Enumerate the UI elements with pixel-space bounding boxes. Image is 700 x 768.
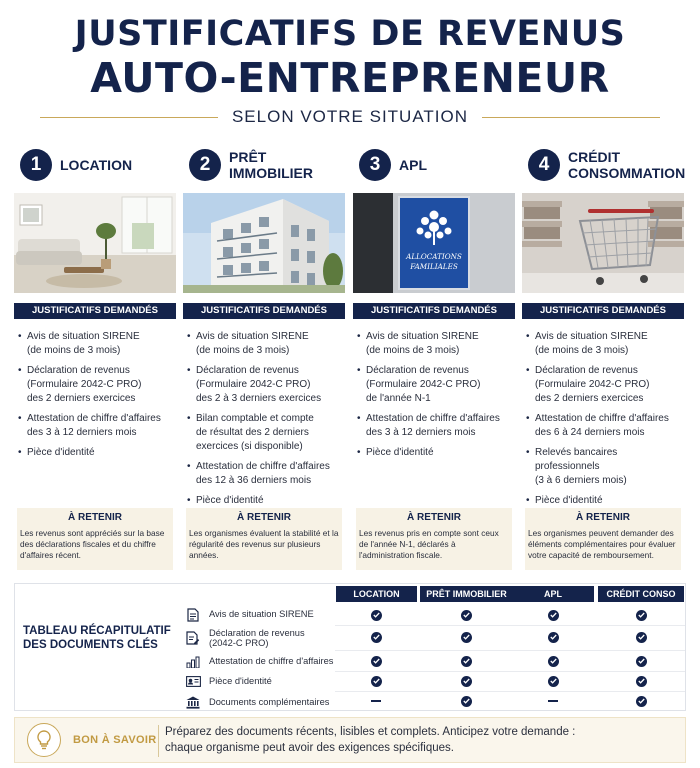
requirements-list: [18, 330, 172, 466]
check-icon: [547, 631, 559, 643]
tip-title: BON À SAVOIR: [73, 734, 157, 746]
list-item: • Bilan comptable et compte de résultat des 2 derniers exercices (si disponible): [187, 412, 341, 454]
living-room-photo: [14, 193, 176, 293]
row-divider: [335, 691, 685, 692]
sign-text-line2: FAMILIALES: [410, 262, 458, 271]
list-item: • Attestation de chiffre d'affaires des 3 à 12 derniers mois: [357, 412, 511, 440]
dash-icon: [370, 695, 382, 707]
row-label: Avis de situation SIRENE: [209, 609, 314, 620]
check-icon: [370, 609, 382, 621]
tip-divider: [158, 725, 159, 757]
row-label: Attestation de chiffre d'affaires: [209, 656, 334, 667]
check-icon: [635, 675, 647, 687]
key-point-text: Les revenus sont appréciés sur la base des déclarations fiscales et du chiffre d'affaires récent.: [20, 528, 165, 560]
list-item: • Pièce d'identité: [526, 494, 680, 508]
key-point-text: Les revenus pris en compte sont ceux de l'année N-1, déclarés à l'administration fiscale.: [359, 528, 499, 560]
step-number: 4: [528, 149, 560, 181]
lightbulb-icon: [27, 723, 61, 757]
requirements-header: JUSTIFICATIFS DEMANDÉS: [183, 303, 345, 319]
check-icon: [547, 655, 559, 667]
allocations-familiales-sign-photo: [353, 193, 515, 293]
list-item: • Pièce d'identité: [357, 446, 511, 460]
key-point-title: À RETENIR: [237, 512, 291, 523]
check-icon: [635, 631, 647, 643]
row-label: Documents complémentaires: [209, 697, 330, 708]
key-point-box: [17, 508, 173, 570]
check-icon: [635, 695, 647, 707]
divider-left: [40, 117, 218, 118]
key-point-title: À RETENIR: [68, 512, 122, 523]
key-point-box: [525, 508, 681, 570]
card-title: APL: [399, 157, 427, 173]
tip-banner: [14, 717, 686, 763]
list-item: • Avis de situation SIRENE (de moins de 3 mois): [187, 330, 341, 358]
card-title: LOCATION: [60, 157, 133, 173]
list-item: • Attestation de chiffre d'affaires des 12 à 36 derniers mois: [187, 460, 341, 488]
requirements-list: [187, 330, 341, 514]
list-item: • Déclaration de revenus (Formulaire 2042-C PRO) des 2 derniers exercices: [18, 364, 172, 406]
key-point-title: À RETENIR: [576, 512, 630, 523]
edit-document-icon: [185, 630, 201, 646]
summary-table: [14, 583, 686, 711]
key-point-text: Les organismes évaluent la stabilité et la régularité des revenus sur plusieurs années.: [189, 528, 339, 560]
apartment-building-photo: [183, 193, 345, 293]
step-number: 1: [20, 149, 52, 181]
check-icon: [547, 609, 559, 621]
dash-icon: [547, 695, 559, 707]
list-item: • Pièce d'identité: [18, 446, 172, 460]
document-icon: [185, 607, 201, 623]
tip-text: Préparez des documents récents, lisibles et complets. Anticipez votre demande : chaque organisme peut avoir des exigences spécifiques.: [165, 726, 576, 754]
card-header: [528, 146, 685, 184]
id-card-icon: [185, 674, 201, 690]
card-header: [189, 146, 313, 184]
key-point-title: À RETENIR: [407, 512, 461, 523]
divider-right: [482, 117, 660, 118]
situation-card-credit-consommation: [522, 140, 684, 574]
column-header-pret-immobilier: PRÊT IMMOBILIER: [420, 586, 513, 602]
row-divider: [335, 625, 685, 626]
key-point-text: Les organismes peuvent demander des éléments complémentaires pour évaluer votre capacité de remboursement.: [528, 528, 676, 560]
bar-chart-icon: [185, 654, 201, 670]
check-icon: [370, 675, 382, 687]
list-item: • Déclaration de revenus (Formulaire 2042-C PRO) des 2 à 3 derniers exercices: [187, 364, 341, 406]
row-divider: [335, 650, 685, 651]
requirements-header: JUSTIFICATIFS DEMANDÉS: [522, 303, 684, 319]
summary-title: TABLEAU RÉCAPITULATIF DES DOCUMENTS CLÉS: [23, 625, 171, 651]
situation-card-location: [14, 140, 176, 574]
card-header: [359, 146, 427, 184]
page-title-line1: JUSTIFICATIFS DE REVENUS: [74, 14, 626, 54]
list-item: • Avis de situation SIRENE (de moins de 3 mois): [357, 330, 511, 358]
bank-icon: [185, 695, 201, 711]
shopping-cart-photo: [522, 193, 684, 293]
card-title: PRÊT IMMOBILIER: [229, 149, 313, 181]
step-number: 3: [359, 149, 391, 181]
row-label: Pièce d'identité: [209, 676, 272, 687]
list-item: • Avis de situation SIRENE (de moins de 3 mois): [18, 330, 172, 358]
check-icon: [460, 655, 472, 667]
check-icon: [460, 675, 472, 687]
column-header-apl: APL: [512, 586, 594, 602]
check-icon: [370, 655, 382, 667]
requirements-header: JUSTIFICATIFS DEMANDÉS: [353, 303, 515, 319]
key-point-box: [356, 508, 512, 570]
page-title-line2: AUTO-ENTREPRENEUR: [90, 54, 610, 102]
row-divider: [335, 671, 685, 672]
requirements-list: [357, 330, 511, 466]
table-row: [185, 626, 345, 650]
sign-text-line1: ALLOCATIONS: [406, 252, 462, 261]
table-row: [185, 651, 345, 672]
situation-card-apl: [353, 140, 515, 574]
column-header-location: LOCATION: [336, 586, 417, 602]
check-icon: [635, 655, 647, 667]
page-subtitle: SELON VOTRE SITUATION: [231, 107, 469, 126]
list-item: • Déclaration de revenus (Formulaire 2042-C PRO) des 2 derniers exercices: [526, 364, 680, 406]
list-item: • Avis de situation SIRENE (de moins de 3 mois): [526, 330, 680, 358]
list-item: • Attestation de chiffre d'affaires des 3 à 12 derniers mois: [18, 412, 172, 440]
column-header-credit-conso: CRÉDIT CONSO: [598, 586, 684, 602]
card-title: CRÉDIT CONSOMMATION: [568, 149, 686, 181]
check-icon: [547, 675, 559, 687]
situation-card-pret-immobilier: [183, 140, 345, 574]
check-icon: [635, 609, 647, 621]
table-row: [185, 604, 345, 625]
check-icon: [460, 631, 472, 643]
requirements-list: [526, 330, 680, 514]
subtitle-row: [40, 106, 660, 128]
check-icon: [370, 631, 382, 643]
list-item: • Relevés bancaires professionnels (3 à 6 derniers mois): [526, 446, 680, 488]
list-item: • Pièce d'identité: [187, 494, 341, 508]
card-header: [20, 146, 132, 184]
list-item: • Attestation de chiffre d'affaires des 6 à 24 derniers mois: [526, 412, 680, 440]
row-label: Déclaration de revenus (2042-C PRO): [209, 627, 305, 648]
list-item: • Déclaration de revenus (Formulaire 2042-C PRO) de l'année N-1: [357, 364, 511, 406]
key-point-box: [186, 508, 342, 570]
step-number: 2: [189, 149, 221, 181]
requirements-header: JUSTIFICATIFS DEMANDÉS: [14, 303, 176, 319]
check-icon: [460, 609, 472, 621]
table-row: [185, 692, 345, 713]
table-row: [185, 671, 345, 692]
check-icon: [460, 695, 472, 707]
